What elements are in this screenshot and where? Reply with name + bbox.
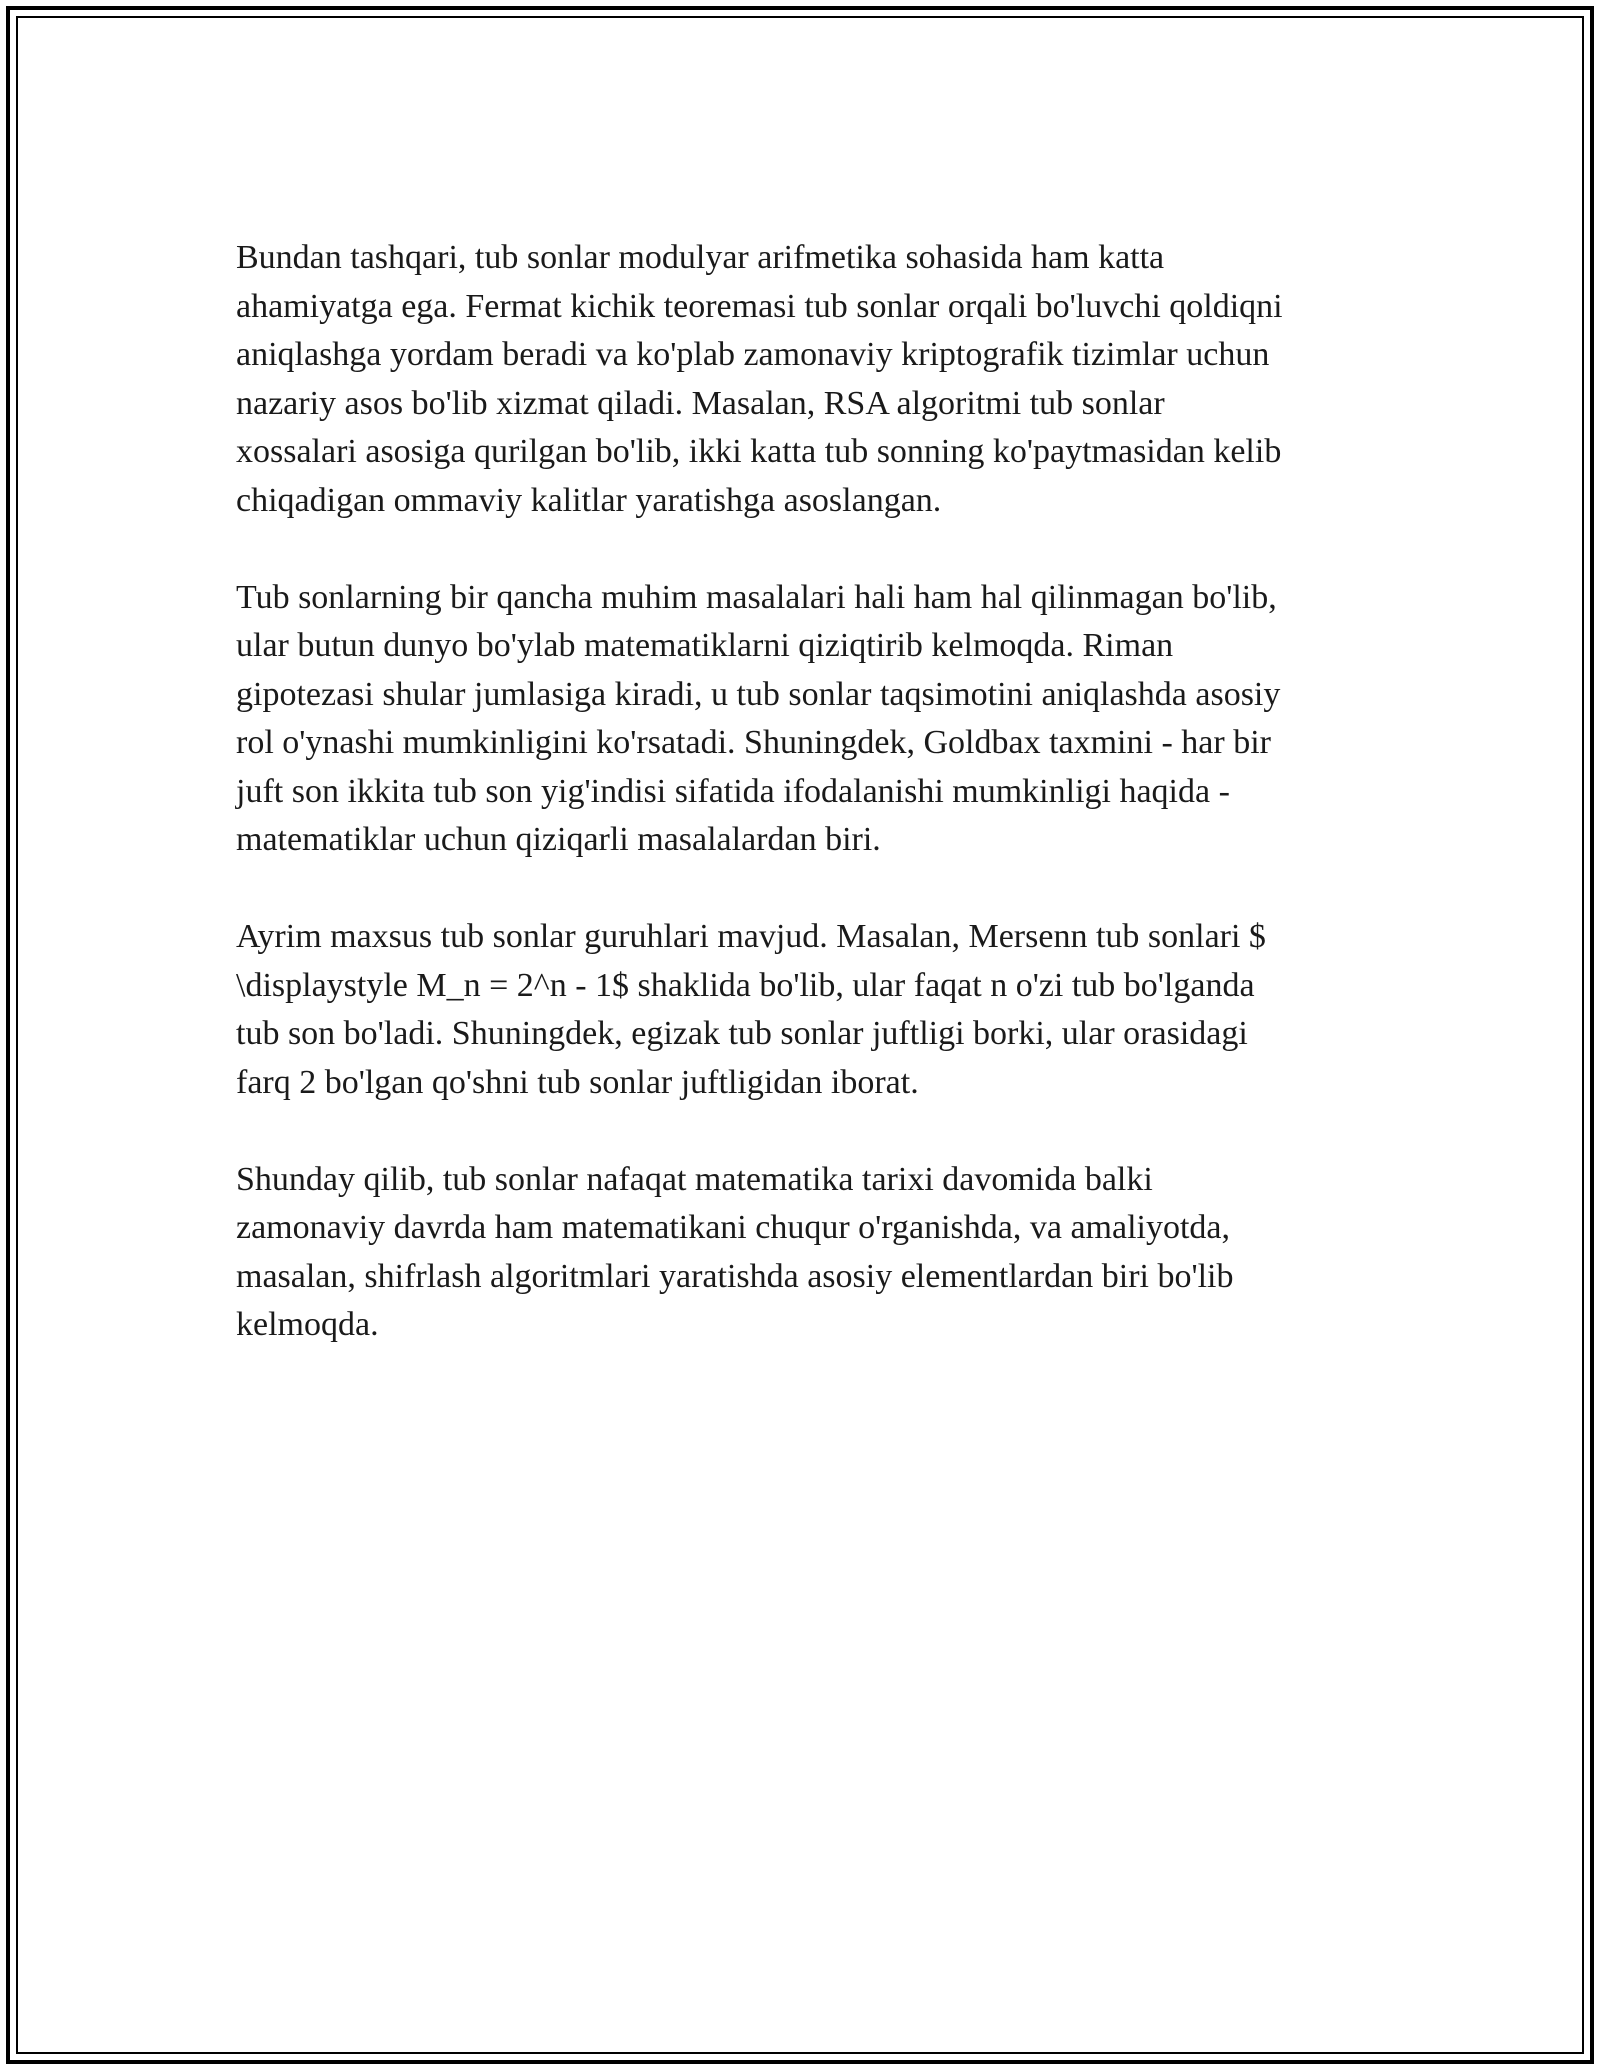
paragraph-3: Ayrim maxsus tub sonlar guruhlari mavjud. Masalan, Mersenn tub sonlari $ \displaystyle M_n = 2^n - 1$ shaklida bo'lib, ular faqat n o'zi tub bo'lganda tub son bo'ladi. Shuningdek, egizak tub sonlar juftligi borki, ular orasidagi farq 2 bo'lgan qo'shni tub sonlar juftligidan iborat. — [236, 918, 1266, 1101]
document-body — [236, 234, 1396, 1398]
paragraph-4: Shunday qilib, tub sonlar nafaqat matematika tarixi davomida balki zamonaviy davrda ham matematikani chuqur o'rganishda, va amaliyotda, masalan, shifrlash algoritmlari yaratishda asosiy elementlardan biri bo'lib kelmoqda. — [236, 1160, 1234, 1343]
paragraph-2: Tub sonlarning bir qancha muhim masalalari hali ham hal qilinmagan bo'lib, ular butun dunyo bo'ylab matematiklarni qiziqtirib kelmoqda. Riman gipotezasi shular jumlasiga kiradi, u tub sonlar taqsimotini aniqlashda asosiy rol o'ynashi mumkinligini ko'rsatadi. Shuningdek, Goldbax taxmini - har bir juft son ikkita tub son yig'indisi sifatida ifodalanishi mumkinligi haqida - matematiklar uchun qiziqarli masalalardan biri. — [236, 578, 1281, 858]
paragraph-1: Bundan tashqari, tub sonlar modulyar arifmetika sohasida ham katta ahamiyatga ega. Fermat kichik teoremasi tub sonlar orqali bo'luvchi qoldiqni aniqlashga yordam beradi va ko'plab zamonaviy kriptografik tizimlar uchun nazariy asos bo'lib xizmat qiladi. Masalan, RSA algoritmi tub sonlar xossalari asosiga qurilgan bo'lib, ikki katta tub sonning ko'paytmasidan kelib chiqadigan ommaviy kalitlar yaratishga asoslangan. — [236, 239, 1283, 519]
